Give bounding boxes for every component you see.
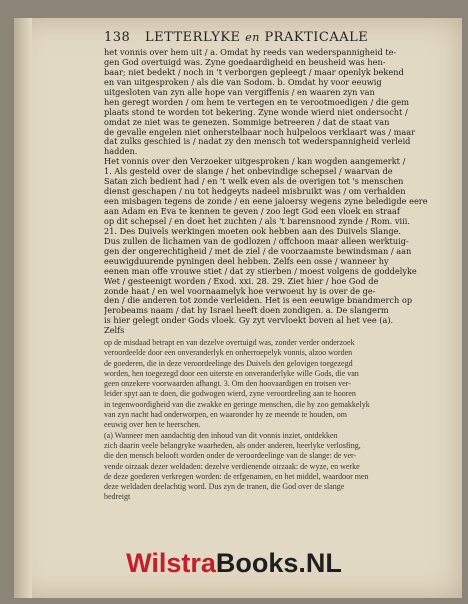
footnote-line: de deze goederen verkregen worden: de erfgenamen, en het middel, waardoor men: [104, 471, 369, 481]
text-line: de gevalle engelen niet onherstelbaar noch hulpeloos verklaart was / maar: [104, 127, 416, 137]
header-title-left: LETTERLYKE: [144, 30, 241, 45]
footnote-line: de goederen, die in deze veroordeelinge des Duivels den gelovigen toegezegd: [104, 358, 353, 368]
watermark-part-1: Wilstra: [126, 548, 216, 578]
text-line: Dus zullen de lichamen van de godlozen / offchoon maar alleen werktuig-: [104, 236, 409, 246]
text-line: is hier gelegt onder Gods vloek. Gy zyt vervloekt boven al het vee (a).: [104, 316, 394, 326]
page-gutter: [14, 18, 32, 598]
text-line: plaats stond te worden tot bekering. Zyne wonde wierd niet ondersocht /: [104, 107, 408, 117]
footnote-line: geen onzekere voorwaarden afhangt. 3. Om den hoovaardigen en trotsen ver-: [104, 379, 351, 389]
text-line: en van uitgesproken / als die van Sodom. b. Omdat hy voor eeuwig: [104, 77, 382, 87]
footnote-line: worden, hen toegezegd door een uiterste en onveranderlyke wille Gods, die van: [104, 368, 359, 378]
text-line: Zelfs: [104, 326, 125, 336]
text-line: baar; niet bedekt / noch in 't verborgen gepleegt / maar openlyk bekend: [104, 67, 404, 77]
footnote-line: op de misdaad betrapt en van dezelve overtuigd was, zonder verder onderzoek: [104, 338, 355, 347]
watermark-logo: [0, 548, 468, 579]
footnote-text-block: [104, 338, 462, 503]
text-line: 1. Als gesteld over de slange / het onbevindige schepsel / waarvan de: [104, 167, 393, 177]
text-line: Satan zich bedient had / en 't welk even als de overigen tot 's menschen: [104, 177, 404, 187]
text-line: een misbagen tegens de zonde / en eene jaloersy wegens zyne beledigde eere: [104, 197, 428, 207]
footnote-line: (a) Wanneer men aandachtig den inhoud van dit vonnis inziet, ontdekken: [104, 430, 338, 440]
page-number: 138: [104, 30, 131, 45]
text-line: aan Adam en Eva te kennen te geven / zoo legt God een vloek en straaf: [104, 207, 400, 216]
footnote-line: die den mensch belooft worden onder de veroordeelinge van de slange: de ver-: [104, 451, 357, 461]
running-header: [104, 30, 462, 46]
text-line: op dit schepsel / en doet het zuchten / als 't barensnood zynde / Rom. viii.: [104, 216, 410, 226]
text-line: Wet / gesteenigt worden / Exod. xxi. 28. 29. Ziet hier / hoe God de: [104, 276, 379, 286]
footnote-line: leider spyt aan te doen, die godwogen wierd, zyne veroordeeling aan te hooren: [104, 389, 356, 399]
footnote-line: eeuwig over hen te heerschen.: [104, 420, 201, 430]
text-line: 21. Des Duivels werkingen moeten ook hebben aan des Duivels Slange.: [104, 226, 402, 236]
text-line: het vonnis over hem uit / a. Omdat hy reeds van wederspannigheid te-: [104, 48, 397, 57]
footnote-line: in tegenwoordigheid van die zwakke en geringe menschen, die hy zoo gemakkelyk: [104, 399, 370, 409]
footnote-line: vende oirzaak dezer weldaden: dezelve verdienende oirzaak: de wyze, en werke: [104, 461, 360, 471]
main-text-block: [104, 48, 464, 336]
footnote-line: bedreigt: [104, 492, 131, 502]
text-line: hadden.: [104, 147, 138, 157]
header-title-sep: en: [245, 31, 260, 44]
text-line: gen der ongerechtigheid / met de ziel / de voorzaamste bewindsman / aan: [104, 246, 412, 256]
text-line: hen geregt worden / om hem te vertegen en te verootmoedigen / die gem: [104, 97, 410, 107]
text-line: omdat ze niet was te genezen. Sommige betreeren / dat de staat van: [104, 117, 390, 127]
header-title-right: PRAKTICAALE: [264, 30, 369, 45]
text-line: den / die anderen tot zonde verleiden. Het is een eeuwige bnandmerch op: [104, 296, 413, 306]
text-line: gen God overtuigd was. Zyne goedaardigheid en beusheid was hen-: [104, 57, 386, 67]
text-line: eenen man offe vrouwe stiet / dat zy stierben / moest volgens de goddelyke: [104, 266, 417, 276]
footnote-line: deze weldaden deelachtig word. Dus zyn de tranen, die God over de slange: [104, 482, 345, 492]
text-line: Jerobeams naam / dat hy Israel heeft doen zondigen. a. De slangerm: [104, 306, 389, 316]
watermark-part-2: Books: [215, 548, 299, 578]
footnote-line: zich daarin veele belangryke waarheden, als onder anderen, heerlyke verlosfing,: [104, 440, 361, 450]
text-line: dienst geschapen / nu tot hedgeyts nadeel misbruikt was / om verhalden: [104, 187, 406, 197]
text-line: dat zulks geschied is / nadat zy den mensch tot wederspannigheid verleid: [104, 137, 411, 147]
footnote-line: veroordeelde door een onveranderlyk en onherroepelyk vonnis, alzoo worden: [104, 348, 353, 358]
footnote-line: van zyn nacht had onderworpen, en waaronder hy ze meende te houden, om: [104, 410, 348, 420]
text-line: zonde haat / en wel voornaamelyk hoe verwoeut hy is over de ge-: [104, 286, 376, 296]
text-line: uitgesloten van zyn alle hope van vergiffenis / en waaren zyn van: [104, 87, 375, 97]
text-line: Het vonnis over den Verzoeker uitgesproken / kan wogden aangemerkt /: [104, 157, 406, 167]
watermark-part-3: .NL: [298, 548, 342, 578]
text-line: eeuwigduurende pyningen deel hebben. Zelfs een osse / wanneer hy: [104, 256, 389, 266]
